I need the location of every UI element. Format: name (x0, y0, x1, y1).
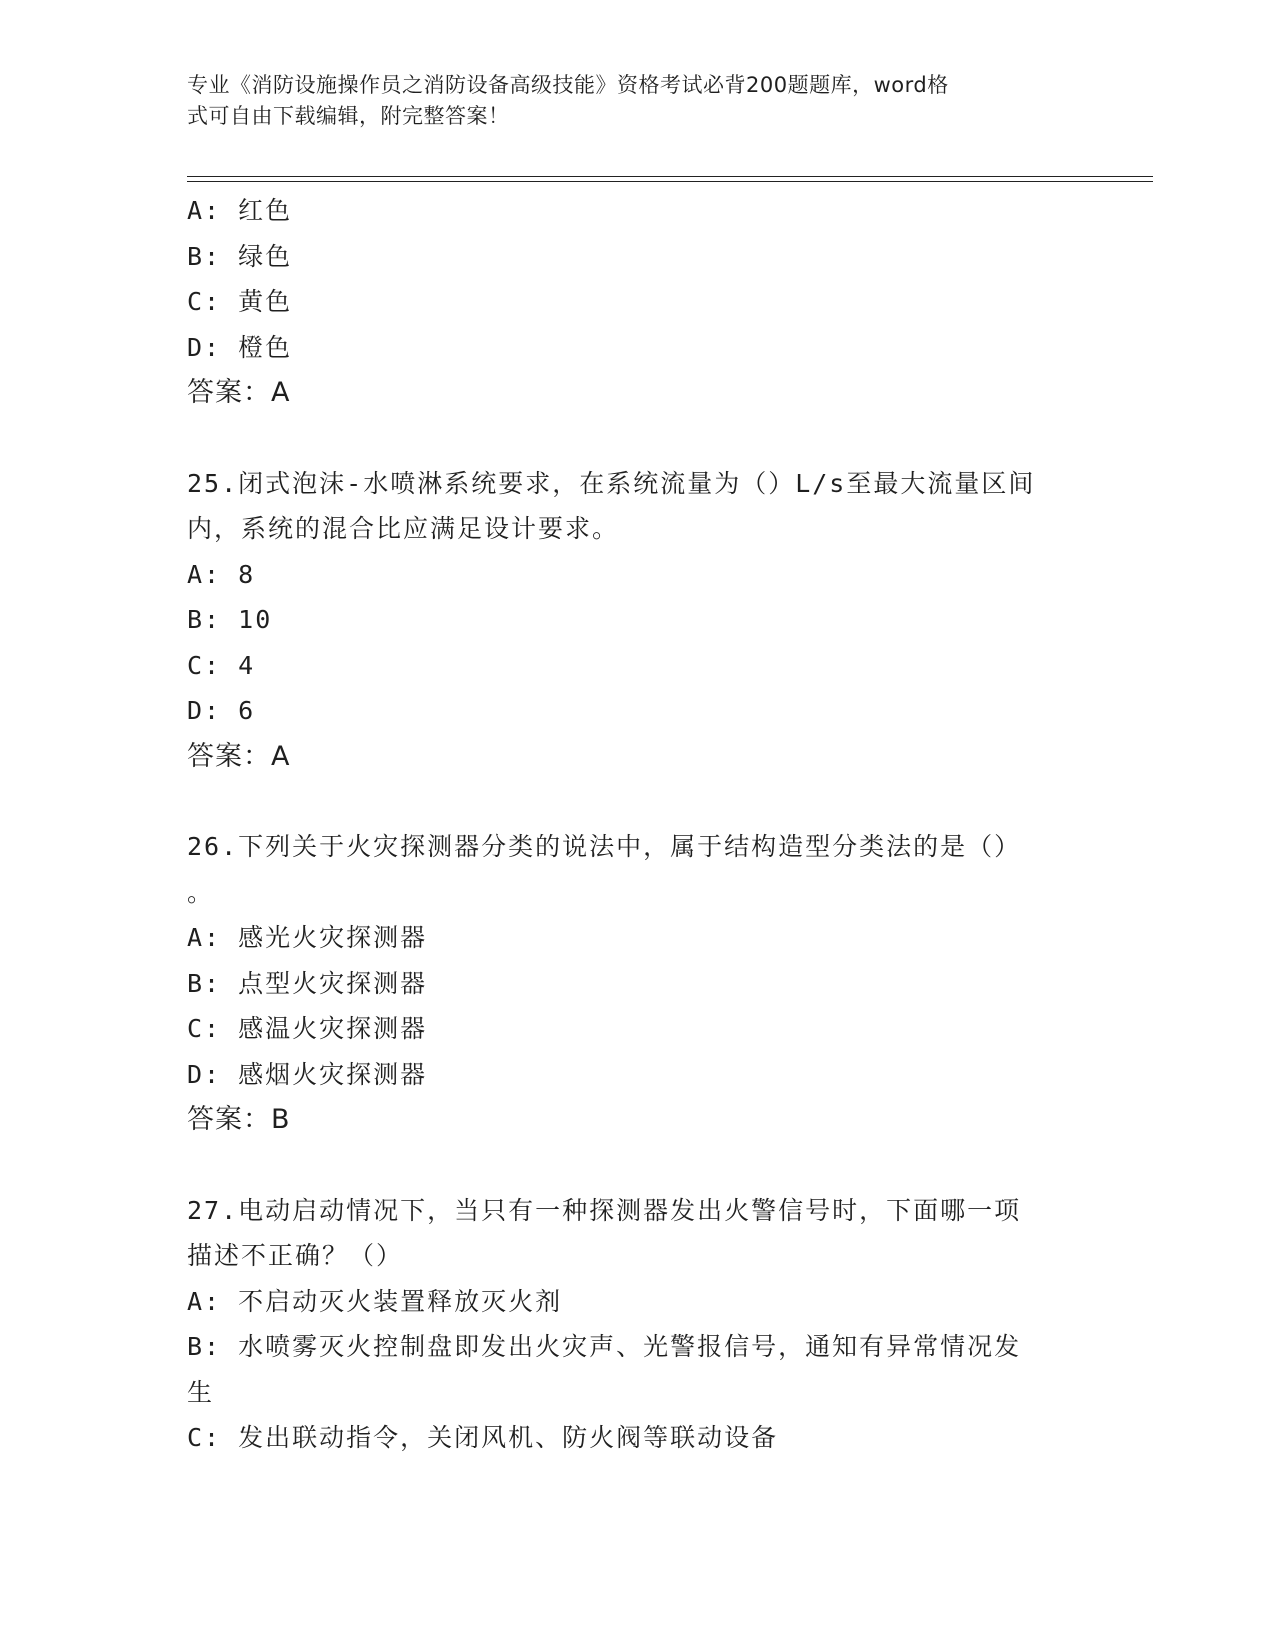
option-d: D: 感烟火灾探测器 (187, 1059, 428, 1089)
option-c: C: 感温火灾探测器 (187, 1014, 428, 1043)
question-27 (187, 1188, 1087, 1461)
spacer (187, 1143, 1087, 1188)
option-c: C: 发出联动指令，关闭风机、防火阀等联动设备 (187, 1423, 779, 1452)
answer: 答案：A (187, 740, 291, 772)
option-c: C: 4 (187, 650, 256, 680)
option-b-line-1: B: 水喷雾灭火控制盘即发出火灾声、光警报信号，通知有异常情况发 (187, 1332, 1022, 1361)
header-divider-top (187, 176, 1153, 177)
question-list (187, 188, 1087, 1461)
question-25 (187, 461, 1087, 780)
question-stem-line-2: 描述不正确？（） (187, 1241, 404, 1270)
option-a: A: 8 (187, 559, 256, 589)
option-d: D: 6 (187, 696, 256, 725)
question-stem-line-1: 27.电动启动情况下，当只有一种探测器发出火警信号时，下面哪一项 (187, 1195, 1022, 1225)
spacer (187, 416, 1087, 461)
header-line-2: 式可自由下载编辑，附完整答案！ (187, 104, 510, 128)
header-divider-bottom (187, 181, 1153, 182)
option-b-line-2: 生 (187, 1377, 215, 1407)
document-header (187, 70, 1067, 132)
option-c: C: 黄色 (187, 287, 293, 316)
question-26 (187, 824, 1087, 1143)
spacer (187, 779, 1087, 824)
question-stem-line-1: 25.闭式泡沫-水喷淋系统要求，在系统流量为（）L/s至最大流量区间 (187, 468, 1036, 498)
question-stem-line-2: 。 (187, 877, 215, 907)
question-stem-line-1: 26.下列关于火灾探测器分类的说法中，属于结构造型分类法的是（） (187, 832, 1022, 861)
option-b: B: 绿色 (187, 241, 293, 271)
question-stem-line-2: 内，系统的混合比应满足设计要求。 (187, 514, 620, 543)
option-a: A: 红色 (187, 196, 293, 225)
option-a: A: 不启动灭火装置释放灭火剂 (187, 1286, 563, 1316)
answer: 答案：B (187, 1104, 291, 1135)
question-24 (187, 188, 1087, 416)
header-line-1: 专业《消防设施操作员之消防设备高级技能》资格考试必背200题题库，word格 (187, 73, 949, 97)
option-d: D: 橙色 (187, 332, 293, 362)
answer: 答案：A (187, 377, 291, 408)
option-b: B: 点型火灾探测器 (187, 968, 428, 998)
option-b: B: 10 (187, 605, 273, 634)
option-a: A: 感光火灾探测器 (187, 923, 428, 952)
